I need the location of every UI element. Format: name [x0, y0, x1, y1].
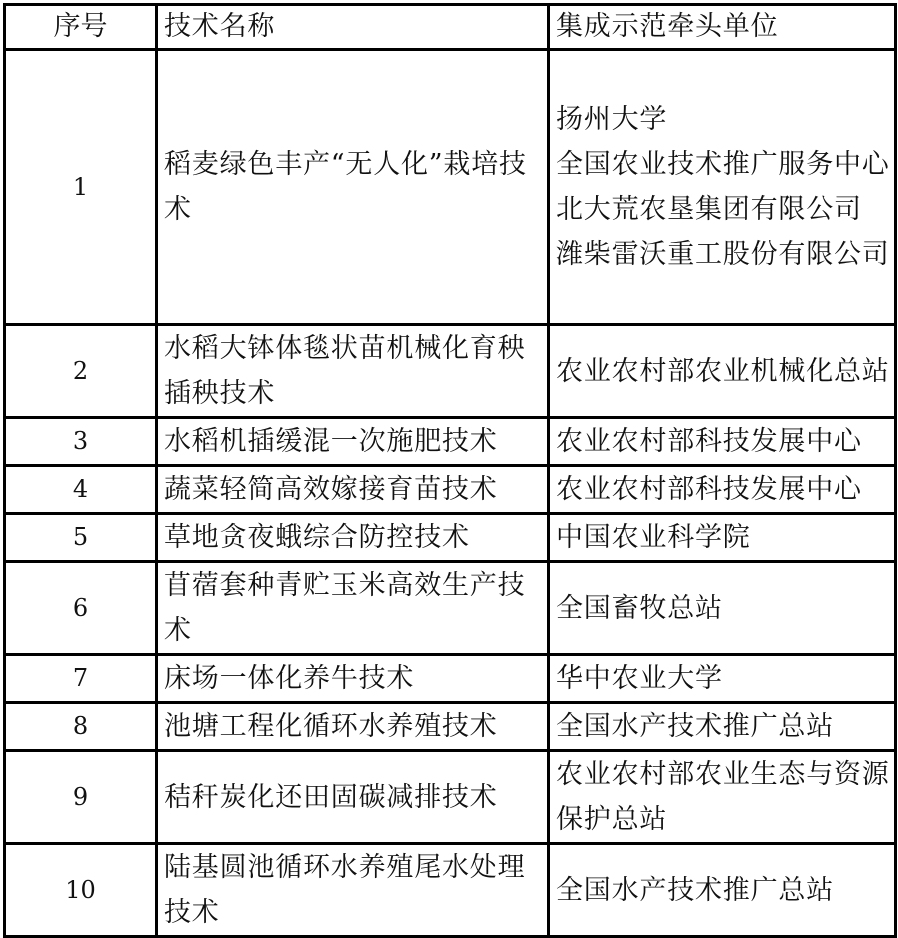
tech-name: 水稻机插缓混一次施肥技术: [164, 426, 498, 457]
tech-name-cell: [157, 844, 549, 937]
lead-unit: 北大荒农垦集团有限公司: [556, 194, 862, 225]
lead-unit: 全国水产技术推广总站: [556, 874, 834, 906]
lead-unit: 农业农村部科技发展中心: [556, 474, 862, 505]
row-index: 4: [5, 466, 157, 514]
lead-unit-cell: [549, 655, 896, 703]
row-index: 10: [5, 844, 157, 937]
table-row: [5, 655, 896, 703]
tech-name-cell: [157, 562, 549, 655]
lead-unit: 农业农村部科技发展中心: [556, 426, 862, 457]
lead-unit-cell: [549, 703, 896, 751]
row-index: 5: [5, 514, 157, 562]
row-index: 2: [5, 325, 157, 418]
lead-unit-cell: [549, 514, 896, 562]
row-index: 8: [5, 703, 157, 751]
tech-table: [3, 3, 897, 938]
header-tech-name-text: 技术名称: [164, 11, 276, 42]
table-row: [5, 562, 896, 655]
tech-name: 秸秆炭化还田固碳减排技术: [164, 781, 498, 813]
lead-unit: 华中农业大学: [556, 663, 723, 694]
table-row: [5, 325, 896, 418]
lead-unit-cell: [549, 325, 896, 418]
tech-name-cell: [157, 655, 549, 703]
tech-name: 蔬菜轻简高效嫁接育苗技术: [164, 474, 498, 505]
header-tech-name: [157, 5, 549, 50]
lead-unit: 全国畜牧总站: [556, 592, 723, 624]
table-header-row: [5, 5, 896, 50]
row-index: 3: [5, 418, 157, 466]
lead-unit: 扬州大学: [556, 104, 668, 135]
header-index: 序号: [5, 5, 157, 50]
header-lead-unit: [549, 5, 896, 50]
row-index: 7: [5, 655, 157, 703]
table-row: [5, 466, 896, 514]
row-index: 6: [5, 562, 157, 655]
tech-name-cell: [157, 751, 549, 844]
lead-unit-cell: [549, 751, 896, 844]
tech-name-cell: [157, 703, 549, 751]
tech-name-cell: [157, 50, 549, 325]
lead-unit-cell: [549, 562, 896, 655]
lead-unit-cell: [549, 50, 896, 325]
tech-name: 苜蓿套种青贮玉米高效生产技术: [164, 570, 526, 646]
tech-table-container: [3, 3, 894, 938]
table-row: [5, 703, 896, 751]
tech-name: 池塘工程化循环水养殖技术: [164, 711, 498, 742]
tech-name: 草地贪夜蛾综合防控技术: [164, 522, 470, 553]
header-lead-unit-text: 集成示范牵头单位: [556, 11, 779, 42]
lead-unit-list: [550, 97, 894, 277]
lead-unit: 全国水产技术推广总站: [556, 711, 834, 742]
table-row: [5, 844, 896, 937]
row-index: 9: [5, 751, 157, 844]
tech-name-cell: [157, 418, 549, 466]
lead-unit: 农业农村部农业机械化总站: [556, 355, 890, 387]
table-row: [5, 418, 896, 466]
lead-unit-cell: [549, 466, 896, 514]
table-row: [5, 514, 896, 562]
lead-unit: 中国农业科学院: [556, 522, 751, 553]
tech-name: 水稻大钵体毯状苗机械化育秧插秧技术: [164, 333, 526, 409]
lead-unit-cell: [549, 418, 896, 466]
tech-name: 床场一体化养牛技术: [164, 663, 415, 694]
lead-unit-cell: [549, 844, 896, 937]
lead-unit: 全国农业技术推广服务中心: [556, 149, 890, 180]
tech-name: 陆基圆池循环水养殖尾水处理技术: [164, 852, 526, 928]
row-index: 1: [5, 50, 157, 325]
tech-name-cell: [157, 514, 549, 562]
table-row: [5, 751, 896, 844]
lead-unit: 农业农村部农业生态与资源保护总站: [556, 759, 890, 835]
tech-name-cell: [157, 466, 549, 514]
tech-name-cell: [157, 325, 549, 418]
tech-name: 稻麦绿色丰产“无人化”栽培技术: [164, 149, 527, 225]
lead-unit: 潍柴雷沃重工股份有限公司: [556, 239, 890, 270]
table-row: [5, 50, 896, 325]
